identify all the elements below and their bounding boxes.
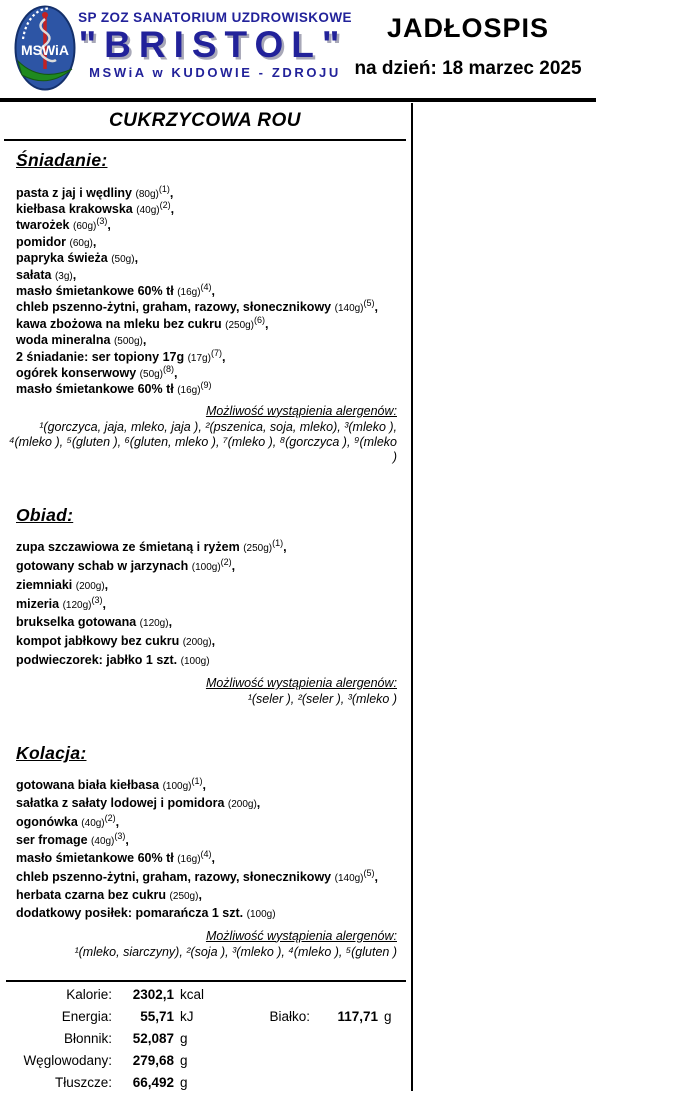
menu-item [16, 268, 410, 284]
item-name: masło śmietankowe 60% tł [16, 851, 174, 866]
org-line2: MSWiA w KUDOWIE - ZDROJU [89, 65, 341, 80]
allergen-line: ⁴(mleko ), ⁵(gluten ), ⁶(gluten, mleko ), ⁷(mleko ), ⁸(gorczyca ), ⁹(mleko [9, 434, 397, 449]
menu-item [16, 363, 410, 382]
allergen-block-inner [0, 402, 397, 420]
nutrition-label: Białko: [269, 1008, 310, 1024]
nutrition-row [0, 987, 410, 1009]
item-comma: , [72, 267, 77, 282]
item-name: kawa zbożowa na mleku bez cukru [16, 316, 222, 331]
diet-title: CUKRZYCOWA ROU [108, 110, 302, 131]
item-portion: (80g) [135, 188, 159, 200]
item-comma: , [107, 218, 111, 233]
item-allergen-ref: (1) [272, 537, 284, 548]
allergen-line: ) [392, 449, 397, 464]
item-comma: , [104, 577, 109, 592]
meal-items [16, 183, 410, 399]
meal-section [0, 141, 410, 465]
item-allergen-ref: (8) [163, 363, 175, 374]
item-name: ogórek konserwowy [16, 365, 137, 380]
org-line1: SP ZOZ SANATORIUM UZDROWISKOWE [78, 10, 352, 25]
menu-item [16, 314, 410, 333]
column-divider [411, 103, 413, 1091]
menu-item [16, 539, 410, 558]
item-name: sałata [16, 267, 52, 282]
item-comma: , [198, 887, 202, 902]
brand-text [76, 10, 354, 80]
item-portion: (120g) [62, 599, 92, 611]
item-comma: , [211, 851, 216, 866]
item-portion: (60g) [69, 237, 93, 249]
item-comma: , [283, 539, 287, 554]
menu-item [16, 300, 410, 316]
nutrition-row [0, 1009, 410, 1031]
item-portion: (100g) [180, 656, 210, 668]
item-comma: , [102, 596, 106, 611]
item-allergen-ref: (2) [220, 556, 232, 567]
item-portion: (200g) [182, 637, 212, 649]
item-portion: (140g) [334, 303, 364, 315]
item-comma: , [374, 869, 378, 884]
allergen-block [0, 927, 397, 960]
menu-content [0, 102, 410, 960]
item-name: gotowany schab w jarzynach [16, 558, 189, 573]
menu-item [16, 199, 410, 218]
nutrition-row [0, 1075, 410, 1097]
nutrition-label: Energia: [61, 1008, 112, 1024]
nutrition-value: 279,68 [132, 1052, 174, 1068]
menu-item [16, 382, 410, 398]
item-portion: (250g) [169, 890, 199, 902]
item-comma: , [374, 300, 378, 315]
item-allergen-ref: (2) [104, 812, 116, 823]
item-allergen-ref: (1) [191, 775, 203, 786]
menu-item [16, 281, 410, 300]
item-comma: , [202, 778, 206, 793]
item-name: ogonówka [16, 814, 78, 829]
nutrition-table [0, 987, 410, 1097]
doc-title: JADŁOSPIS [386, 13, 550, 43]
meal-sections [0, 141, 410, 960]
item-allergen-ref: (3) [96, 216, 108, 227]
item-name: masło śmietankowe 60% tł [16, 283, 174, 298]
item-portion: (40g) [91, 836, 115, 848]
item-name: chleb pszenno-żytni, graham, razowy, słonecznikowy [16, 300, 332, 315]
meal-items [16, 777, 410, 923]
menu-item [16, 777, 410, 795]
item-comma: , [92, 234, 97, 249]
item-portion: (40g) [81, 817, 105, 829]
item-portion: (250g) [243, 542, 273, 554]
item-portion: (16g) [177, 286, 201, 298]
menu-item [16, 251, 410, 267]
item-comma: , [211, 283, 216, 298]
menu-item [16, 614, 410, 633]
item-portion: (250g) [225, 319, 255, 331]
menu-item [16, 218, 410, 234]
nutrition-value: 55,71 [140, 1008, 174, 1024]
item-name: twarożek [16, 218, 70, 233]
item-portion: (140g) [334, 872, 364, 884]
item-name: sałatka z sałaty lodowej i pomidora [16, 796, 225, 811]
item-allergen-ref: (5) [363, 298, 375, 309]
item-name: ser fromage [16, 833, 88, 848]
item-name: chleb pszenno-żytni, graham, razowy, słonecznikowy [16, 869, 332, 884]
item-portion: (60g) [72, 221, 97, 233]
menu-item [16, 850, 410, 868]
nutrition-value: 117,71 [337, 1008, 378, 1024]
nutrition-label: Węglowodany: [23, 1052, 112, 1068]
allergen-line: ¹(seler ), ²(seler ), ³(mleko ) [247, 692, 397, 707]
nutrition-value: 2302,1 [132, 986, 174, 1002]
meal-title: Śniadanie: [16, 149, 108, 170]
logo-text: MSWiA [20, 42, 70, 58]
meal-title: Obiad: [16, 504, 74, 525]
allergen-block [0, 674, 397, 707]
allergen-line: ¹(mleko, siarczyny), ²(soja ), ³(mleko ), ⁴(mleko ), ⁵(gluten ) [74, 944, 397, 959]
item-comma: , [221, 349, 226, 364]
allergen-heading: Możliwość wystąpienia alergenów: [205, 403, 397, 418]
nutrition-unit: kJ [180, 1008, 194, 1024]
item-name: dodatkowy posiłek: pomarańcza 1 szt. [16, 906, 244, 921]
menu-item [16, 183, 410, 202]
item-allergen-ref: (9) [200, 380, 212, 391]
header [0, 0, 692, 98]
nutrition-label: Kalorie: [66, 986, 112, 1002]
item-allergen-ref: (3) [114, 830, 126, 841]
menu-item [16, 905, 410, 923]
item-portion: (50g) [111, 254, 135, 266]
meal-section [0, 707, 410, 959]
item-comma: , [170, 201, 175, 216]
nutrition-value: 66,492 [132, 1074, 174, 1090]
item-name: kiełbasa krakowska [16, 201, 133, 216]
org-name: "BRISTOL" [78, 24, 348, 65]
nutrition-unit: g [180, 1030, 188, 1046]
item-portion: (100g) [246, 909, 276, 921]
nutrition-value: 52,087 [132, 1030, 174, 1046]
menu-item [16, 347, 410, 366]
menu-item [16, 887, 410, 905]
item-name: woda mineralna [16, 333, 111, 348]
item-portion: (100g) [162, 781, 192, 793]
item-portion: (200g) [227, 799, 257, 811]
item-allergen-ref: (6) [254, 314, 266, 325]
doc-title-block [352, 13, 584, 80]
menu-item [16, 633, 410, 652]
item-portion: (17g) [187, 352, 211, 364]
item-name: papryka świeża [16, 251, 108, 266]
nutrition-row [0, 1053, 410, 1075]
sanatorium-mswia-logo [14, 5, 76, 91]
item-portion: (40g) [136, 204, 160, 216]
item-portion: (120g) [139, 618, 169, 630]
item-name: 2 śniadanie: ser topiony 17g [16, 349, 185, 364]
meal-title: Kolacja: [16, 743, 87, 764]
item-comma: , [256, 796, 261, 811]
allergen-block-inner [0, 674, 397, 692]
item-portion: (16g) [177, 854, 201, 866]
item-comma: , [265, 316, 269, 331]
item-comma: , [169, 185, 174, 200]
nutrition-unit: g [384, 1008, 392, 1024]
menu-item [16, 795, 410, 813]
item-name: brukselka gotowana [16, 615, 137, 630]
item-name: masło śmietankowe 60% tł [16, 382, 174, 397]
meal-section [0, 465, 410, 707]
nutrition-unit: kcal [180, 986, 205, 1002]
menu-item [16, 869, 410, 887]
menu-item [16, 832, 410, 850]
nutrition-summary [0, 980, 410, 1097]
item-portion: (200g) [75, 580, 105, 592]
item-allergen-ref: (4) [200, 281, 212, 292]
item-name: ziemniaki [16, 577, 73, 592]
menu-item [16, 596, 410, 615]
menu-item [16, 577, 410, 596]
item-comma: , [211, 634, 216, 649]
item-portion: (100g) [191, 561, 221, 573]
nutrition-unit: g [180, 1052, 188, 1068]
allergen-heading: Możliwość wystąpienia alergenów: [205, 928, 397, 943]
allergen-heading: Możliwość wystąpienia alergenów: [205, 676, 397, 691]
item-comma: , [115, 814, 120, 829]
item-name: gotowana biała kiełbasa [16, 778, 160, 793]
nutrition-unit: g [180, 1074, 188, 1090]
item-comma: , [174, 365, 178, 380]
item-name: mizeria [16, 596, 60, 611]
meal-items [16, 539, 410, 671]
item-allergen-ref: (5) [363, 867, 375, 878]
nutrition-row [0, 1031, 410, 1053]
item-name: pomidor [16, 234, 66, 249]
item-allergen-ref: (3) [91, 594, 103, 605]
nutrition-divider [6, 980, 406, 982]
nutrition-label: Tłuszcze: [54, 1074, 112, 1090]
nutrition-bialko [254, 1009, 392, 1024]
menu-item [16, 652, 410, 671]
menu-item [16, 558, 410, 577]
doc-date: na dzień: 18 marzec 2025 [354, 58, 582, 79]
menu-item [16, 235, 410, 251]
item-comma: , [142, 333, 147, 348]
item-name: zupa szczawiowa ze śmietaną i ryżem [16, 539, 240, 554]
menu-item [16, 814, 410, 832]
allergen-line: ¹(gorczyca, jaja, mleko, jaja ), ²(pszenica, soja, mleko), ³(mleko ), [39, 419, 397, 434]
allergen-block [0, 402, 397, 465]
item-comma: , [231, 558, 236, 573]
item-allergen-ref: (2) [159, 199, 171, 210]
item-portion: (16g) [177, 385, 201, 397]
item-allergen-ref: (4) [200, 849, 212, 860]
allergen-block-inner [0, 927, 397, 945]
item-name: pasta z jaj i wędliny [16, 185, 133, 200]
item-name: kompot jabłkowy bez cukru [16, 634, 180, 649]
item-portion: (500g) [113, 336, 143, 348]
item-name: podwieczorek: jabłko 1 szt. [16, 653, 178, 668]
item-comma: , [134, 251, 139, 266]
nutrition-label: Błonnik: [63, 1030, 112, 1046]
item-portion: (3g) [54, 270, 73, 282]
item-portion: (50g) [139, 368, 164, 380]
item-allergen-ref: (7) [210, 347, 222, 358]
item-allergen-ref: (1) [158, 183, 170, 194]
item-name: herbata czarna bez cukru [16, 887, 167, 902]
item-comma: , [168, 615, 173, 630]
item-comma: , [125, 833, 129, 848]
